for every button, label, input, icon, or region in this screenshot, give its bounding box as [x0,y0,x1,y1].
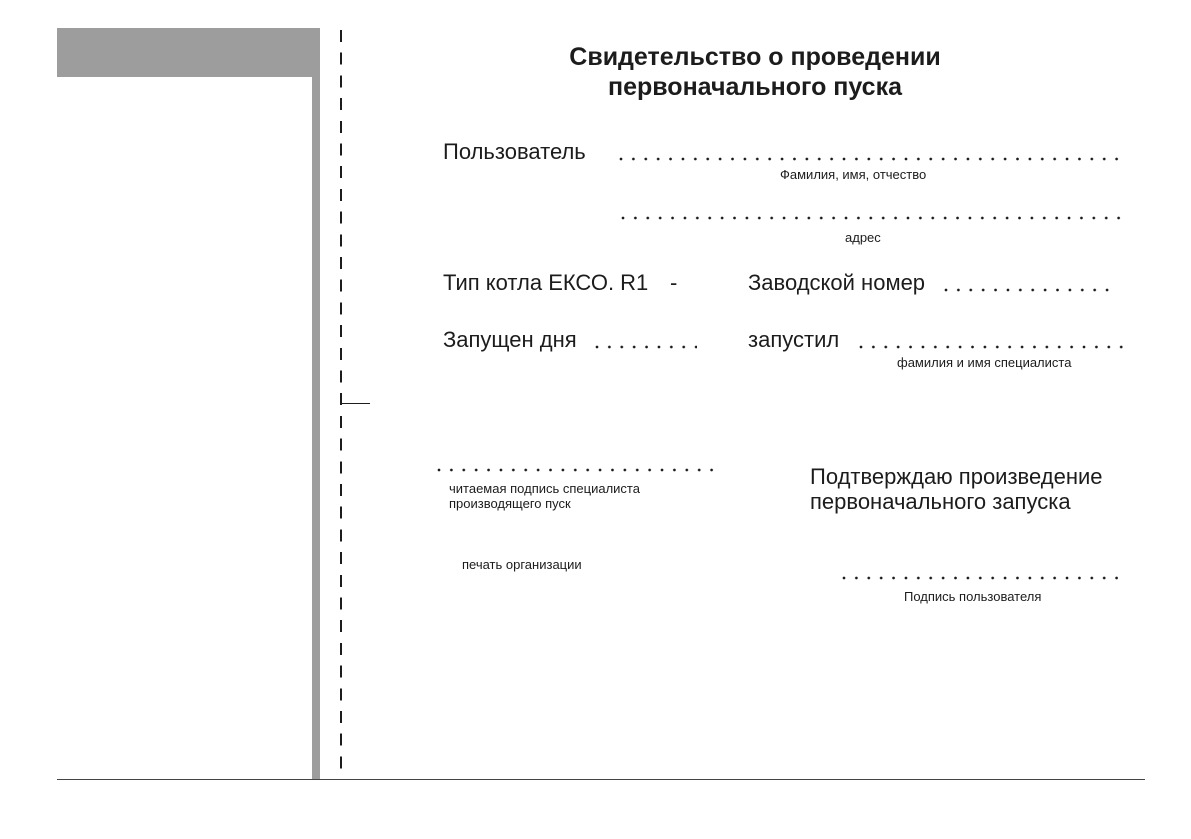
fold-mark [342,403,370,404]
specialist-signature-hint [449,481,640,511]
bottom-rule [57,779,1145,780]
page-title [555,42,955,102]
user-name-hint: Фамилия, имя, отчество [780,167,927,182]
started-date-label: Запущен дня [443,327,577,352]
user-signature-blank [842,576,1118,580]
title-line-2: первоначального пуска [607,73,902,101]
confirmation-text [810,464,1103,514]
margin-gray-bar [312,77,320,780]
user-signature-hint: Подпись пользователя [904,589,1042,604]
confirmation-line-2: первоначального запуска [810,489,1071,514]
serial-number-blank [944,288,1118,292]
started-date-blank [595,345,697,349]
specialist-signature-hint-line-1: читаемая подпись специалиста [449,481,640,496]
started-by-label: запустил [748,327,840,352]
boiler-type-dash: - [670,270,678,295]
user-label: Пользователь [443,139,586,164]
address-blank [621,216,1126,220]
stamp-hint: печать организации [462,557,582,572]
title-line-1: Свидетельство о проведении [569,43,941,71]
address-hint: адрес [845,230,881,245]
header-gray-block [57,28,320,77]
started-by-blank [859,345,1125,349]
specialist-name-hint: фамилия и имя специалиста [897,355,1072,370]
user-name-blank [619,157,1126,161]
serial-number-label: Заводской номер [748,270,926,295]
specialist-signature-hint-line-2: производящего пуск [449,496,571,511]
confirmation-line-1: Подтверждаю произведение [810,464,1103,489]
boiler-type-label: Тип котла ЕКСО. R1 [443,270,649,295]
specialist-signature-blank [437,468,714,472]
